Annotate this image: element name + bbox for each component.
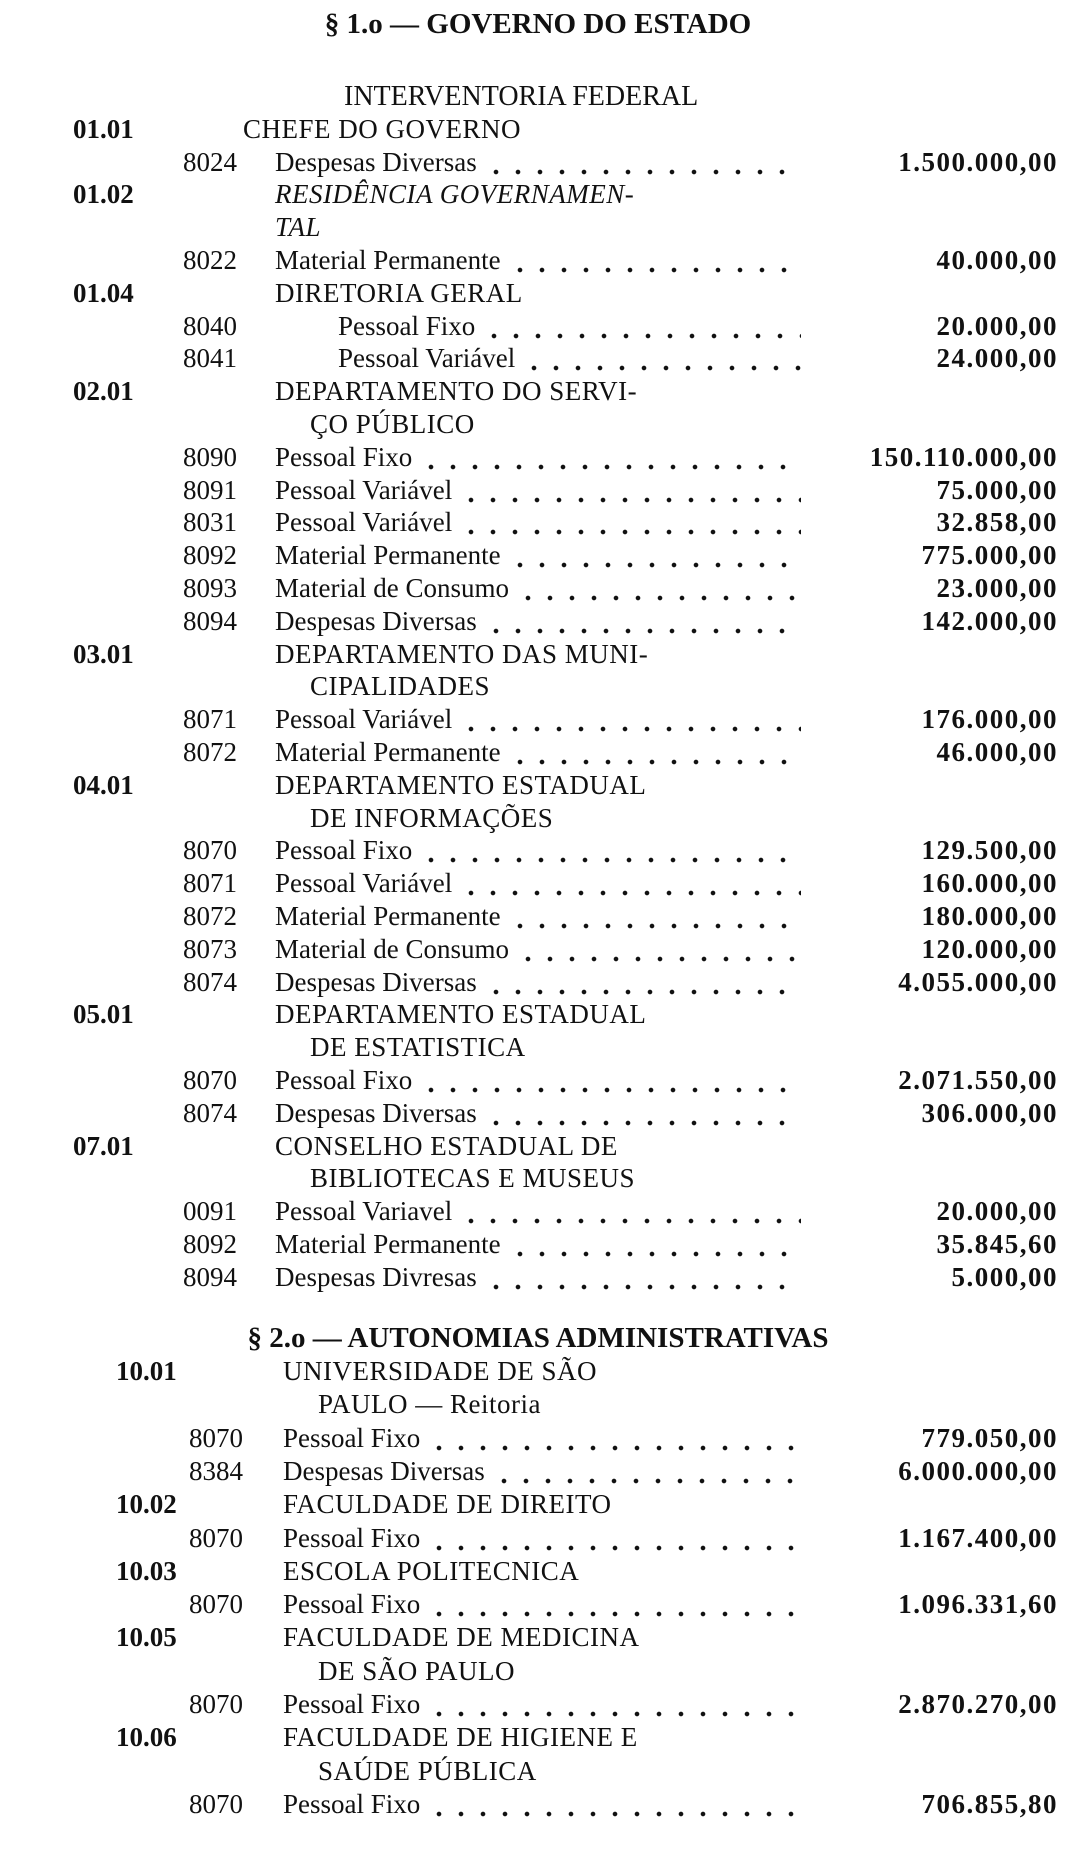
item-code: 8073 [183, 933, 237, 964]
item-code: 8074 [183, 1097, 237, 1128]
item-code: 8072 [183, 737, 237, 767]
item-description [275, 310, 801, 343]
item-amount: 775.000,00 [921, 540, 1058, 571]
item-description [283, 1522, 803, 1555]
item-description [275, 1195, 801, 1228]
item-code: 8024 [183, 146, 237, 177]
item-description-text: Despesas Divresas [275, 1261, 477, 1292]
dot-leader [420, 441, 801, 474]
group-header-continuation [0, 408, 1076, 441]
line-item [0, 966, 1076, 999]
item-amount: 1.167.400,00 [898, 1522, 1058, 1553]
item-code: 8072 [183, 901, 237, 931]
group-code: 10.06 [116, 1722, 177, 1753]
group-name: TAL [275, 212, 322, 243]
item-amount: 779.050,00 [921, 1422, 1058, 1453]
item-description [275, 244, 801, 277]
item-description [275, 1064, 801, 1097]
dot-leader [420, 1064, 801, 1097]
item-description-text: Despesas Diversas [275, 966, 477, 997]
group-header-continuation [0, 211, 1076, 244]
section-title: § 1.o — GOVERNO DO ESTADO [324, 8, 752, 40]
line-item [0, 244, 1076, 277]
line-item [0, 867, 1076, 900]
group-name: SAÚDE PÚBLICA [318, 1755, 537, 1786]
item-description-text: Material Permanente [275, 737, 501, 767]
item-code: 8070 [189, 1422, 243, 1453]
group-name: FACULDADE DE MEDICINA [283, 1622, 640, 1653]
group-name: CONSELHO ESTADUAL DE [275, 1130, 618, 1161]
item-amount: 2.071.550,00 [898, 1065, 1058, 1095]
dot-leader [428, 1788, 803, 1821]
item-code: 8070 [183, 835, 237, 866]
dot-leader [509, 539, 801, 572]
item-description [275, 474, 801, 507]
item-amount: 23.000,00 [936, 573, 1058, 603]
group-header [0, 113, 1076, 146]
item-description [275, 1097, 801, 1130]
item-amount: 150.110.000,00 [869, 441, 1058, 472]
group-code: 03.01 [73, 638, 134, 669]
item-code: 8384 [189, 1455, 243, 1486]
item-description [275, 441, 801, 474]
item-description-text: Despesas Diversas [275, 605, 477, 636]
item-description [275, 966, 801, 999]
item-description [275, 900, 801, 933]
item-amount: 1.500.000,00 [898, 146, 1058, 177]
item-amount: 5.000,00 [951, 1261, 1058, 1292]
item-description-text: Pessoal Variável [275, 507, 453, 538]
line-item [0, 474, 1076, 507]
group-name: PAULO — Reitoria [318, 1389, 541, 1420]
group-header [0, 638, 1076, 671]
group-header [0, 1621, 1076, 1654]
item-code: 8070 [189, 1589, 243, 1620]
item-description-text: Pessoal Fixo [283, 1589, 421, 1620]
dot-leader [485, 966, 801, 999]
item-code: 8022 [183, 245, 237, 275]
dot-leader [509, 244, 801, 277]
item-description [275, 867, 801, 900]
dot-leader [485, 1261, 801, 1294]
group-code: 02.01 [73, 376, 134, 407]
dot-leader [483, 310, 801, 343]
item-description [283, 1455, 803, 1488]
line-item [0, 441, 1076, 474]
line-item [0, 1064, 1076, 1097]
item-description [275, 736, 801, 769]
item-description [275, 506, 801, 539]
item-description [275, 1228, 801, 1261]
line-item [0, 1588, 1076, 1621]
item-amount: 75.000,00 [936, 474, 1058, 505]
group-name: ESCOLA POLITECNICA [283, 1555, 580, 1586]
group-header-continuation [0, 1388, 1076, 1421]
line-item [0, 342, 1076, 375]
item-code: 8094 [183, 1261, 237, 1292]
item-description-text: Pessoal Variável [338, 343, 516, 374]
item-code: 8092 [183, 540, 237, 571]
line-item [0, 539, 1076, 572]
item-code: 8094 [183, 605, 237, 636]
group-header [0, 998, 1076, 1031]
group-header-continuation [0, 802, 1076, 835]
item-description-text: Material Permanente [275, 540, 501, 571]
item-description [283, 1422, 803, 1455]
item-code: 8040 [183, 310, 237, 341]
item-amount: 1.096.331,60 [898, 1589, 1058, 1620]
item-amount: 142.000,00 [921, 605, 1058, 636]
group-header [0, 769, 1076, 802]
group-header-continuation [0, 1755, 1076, 1788]
item-amount: 180.000,00 [921, 901, 1058, 931]
line-item [0, 146, 1076, 179]
item-code: 8070 [189, 1788, 243, 1819]
item-description [275, 342, 801, 375]
group-name: DIRETORIA GERAL [275, 277, 523, 308]
item-code: 8093 [183, 573, 237, 603]
item-amount: 6.000.000,00 [898, 1455, 1058, 1486]
group-code: 01.02 [73, 179, 134, 210]
group-code: 10.01 [116, 1356, 177, 1386]
line-item [0, 834, 1076, 867]
item-description [275, 146, 801, 179]
group-header-continuation [0, 1655, 1076, 1688]
line-item [0, 736, 1076, 769]
line-item [0, 1688, 1076, 1721]
line-item [0, 1195, 1076, 1228]
item-amount: 176.000,00 [921, 704, 1058, 735]
item-amount: 20.000,00 [936, 1196, 1058, 1227]
line-item [0, 1422, 1076, 1455]
item-amount: 129.500,00 [921, 835, 1058, 866]
group-name: DEPARTAMENTO ESTADUAL [275, 999, 647, 1030]
group-code: 01.01 [73, 113, 134, 144]
group-name: DE ESTATISTICA [310, 1032, 526, 1063]
item-description-text: Pessoal Fixo [283, 1689, 421, 1719]
group-code: 01.04 [73, 277, 134, 308]
group-header [0, 1355, 1076, 1388]
dot-leader [460, 506, 801, 539]
item-amount: 120.000,00 [921, 933, 1058, 964]
item-description [283, 1588, 803, 1621]
line-item [0, 605, 1076, 638]
dot-leader [517, 933, 801, 966]
item-amount: 706.855,80 [921, 1788, 1058, 1819]
group-header [0, 178, 1076, 211]
line-item [0, 310, 1076, 343]
dot-leader [493, 1455, 803, 1488]
line-item [0, 1788, 1076, 1821]
section-subtitle: INTERVENTORIA FEDERAL [344, 81, 699, 112]
line-item [0, 1228, 1076, 1261]
item-description-text: Material de Consumo [275, 933, 509, 964]
item-description-text: Material Permanente [275, 1229, 501, 1259]
dot-leader [509, 736, 801, 769]
group-header [0, 1555, 1076, 1588]
group-name: DEPARTAMENTO DAS MUNI- [275, 638, 649, 669]
group-code: 07.01 [73, 1130, 134, 1161]
item-amount: 2.870.270,00 [898, 1689, 1058, 1719]
dot-leader [428, 1688, 803, 1721]
item-description [275, 933, 801, 966]
line-item [0, 900, 1076, 933]
item-description-text: Pessoal Variável [275, 474, 453, 505]
item-code: 8074 [183, 966, 237, 997]
group-name: FACULDADE DE HIGIENE E [283, 1722, 638, 1753]
item-description [275, 605, 801, 638]
item-description-text: Material Permanente [275, 245, 501, 275]
group-name: DE INFORMAÇÕES [310, 802, 554, 833]
dot-leader [485, 605, 801, 638]
item-amount: 24.000,00 [936, 343, 1058, 374]
item-description-text: Pessoal Fixo [338, 310, 476, 341]
dot-leader [460, 1195, 801, 1228]
item-description-text: Pessoal Fixo [283, 1522, 421, 1553]
line-item [0, 933, 1076, 966]
item-amount: 40.000,00 [936, 245, 1058, 275]
item-amount: 306.000,00 [921, 1097, 1058, 1128]
line-item [0, 506, 1076, 539]
item-description [275, 1261, 801, 1294]
item-code: 8071 [183, 868, 237, 899]
group-code: 05.01 [73, 999, 134, 1030]
item-description-text: Material de Consumo [275, 573, 509, 603]
item-code: 8041 [183, 343, 237, 374]
group-code: 10.02 [116, 1489, 177, 1520]
dot-leader [509, 900, 801, 933]
item-description-text: Pessoal Fixo [275, 835, 413, 866]
group-name: CIPALIDADES [310, 671, 491, 702]
item-description [275, 834, 801, 867]
line-item [0, 703, 1076, 736]
group-code: 10.03 [116, 1555, 177, 1586]
group-header-continuation [0, 670, 1076, 703]
item-description [275, 703, 801, 736]
item-code: 8031 [183, 507, 237, 538]
item-description [283, 1688, 803, 1721]
item-code: 8092 [183, 1229, 237, 1259]
item-description-text: Despesas Diversas [275, 146, 477, 177]
item-description-text: Pessoal Fixo [275, 441, 413, 472]
item-description-text: Pessoal Variavel [275, 1196, 453, 1227]
group-name: ÇO PÚBLICO [310, 409, 475, 439]
item-description [275, 539, 801, 572]
group-code: 04.01 [73, 769, 134, 800]
group-name: RESIDÊNCIA GOVERNAMEN- [275, 179, 635, 210]
dot-leader [460, 703, 801, 736]
group-header [0, 1721, 1076, 1754]
item-description [283, 1788, 803, 1821]
item-code: 8091 [183, 474, 237, 505]
group-header-continuation [0, 1031, 1076, 1064]
item-description-text: Pessoal Variável [275, 868, 453, 899]
group-header-continuation [0, 1162, 1076, 1195]
group-name: DEPARTAMENTO DO SERVI- [275, 376, 638, 407]
item-description-text: Pessoal Fixo [283, 1788, 421, 1819]
item-description-text: Pessoal Fixo [283, 1422, 421, 1453]
item-amount: 4.055.000,00 [898, 966, 1058, 997]
dot-leader [509, 1228, 801, 1261]
item-description-text: Pessoal Fixo [275, 1065, 413, 1095]
item-amount: 32.858,00 [936, 507, 1058, 538]
group-code: 10.05 [116, 1622, 177, 1653]
group-name: UNIVERSIDADE DE SÃO [283, 1356, 597, 1386]
item-amount: 35.845,60 [936, 1229, 1058, 1259]
item-amount: 46.000,00 [936, 737, 1058, 767]
item-code: 8070 [189, 1522, 243, 1553]
item-code: 8071 [183, 704, 237, 735]
line-item [0, 1522, 1076, 1555]
dot-leader [523, 342, 801, 375]
item-code: 8070 [189, 1689, 243, 1719]
item-code: 8070 [183, 1065, 237, 1095]
group-name: CHEFE DO GOVERNO [243, 113, 521, 144]
group-header [0, 277, 1076, 310]
dot-leader [460, 867, 801, 900]
group-header [0, 1488, 1076, 1521]
group-name: DE SÃO PAULO [318, 1655, 516, 1686]
item-description-text: Pessoal Variável [275, 704, 453, 735]
item-code: 8090 [183, 441, 237, 472]
section-title: § 2.o — AUTONOMIAS ADMINISTRATIVAS [247, 1322, 829, 1354]
item-description-text: Despesas Diversas [275, 1097, 477, 1128]
dot-leader [420, 834, 801, 867]
line-item [0, 1455, 1076, 1488]
dot-leader [428, 1588, 803, 1621]
group-name: BIBLIOTECAS E MUSEUS [310, 1163, 636, 1194]
dot-leader [517, 572, 801, 605]
dot-leader [485, 146, 801, 179]
item-amount: 160.000,00 [921, 868, 1058, 899]
dot-leader [485, 1097, 801, 1130]
group-name: DEPARTAMENTO ESTADUAL [275, 769, 647, 800]
item-code: 0091 [183, 1196, 237, 1227]
line-item [0, 572, 1076, 605]
line-item [0, 1097, 1076, 1130]
item-description [275, 572, 801, 605]
line-item [0, 1261, 1076, 1294]
item-description-text: Despesas Diversas [283, 1455, 485, 1486]
dot-leader [460, 474, 801, 507]
group-header [0, 1130, 1076, 1163]
group-header [0, 375, 1076, 408]
group-name: FACULDADE DE DIREITO [283, 1489, 612, 1520]
item-description-text: Material Permanente [275, 901, 501, 931]
item-amount: 20.000,00 [936, 310, 1058, 341]
dot-leader [428, 1422, 803, 1455]
dot-leader [428, 1522, 803, 1555]
